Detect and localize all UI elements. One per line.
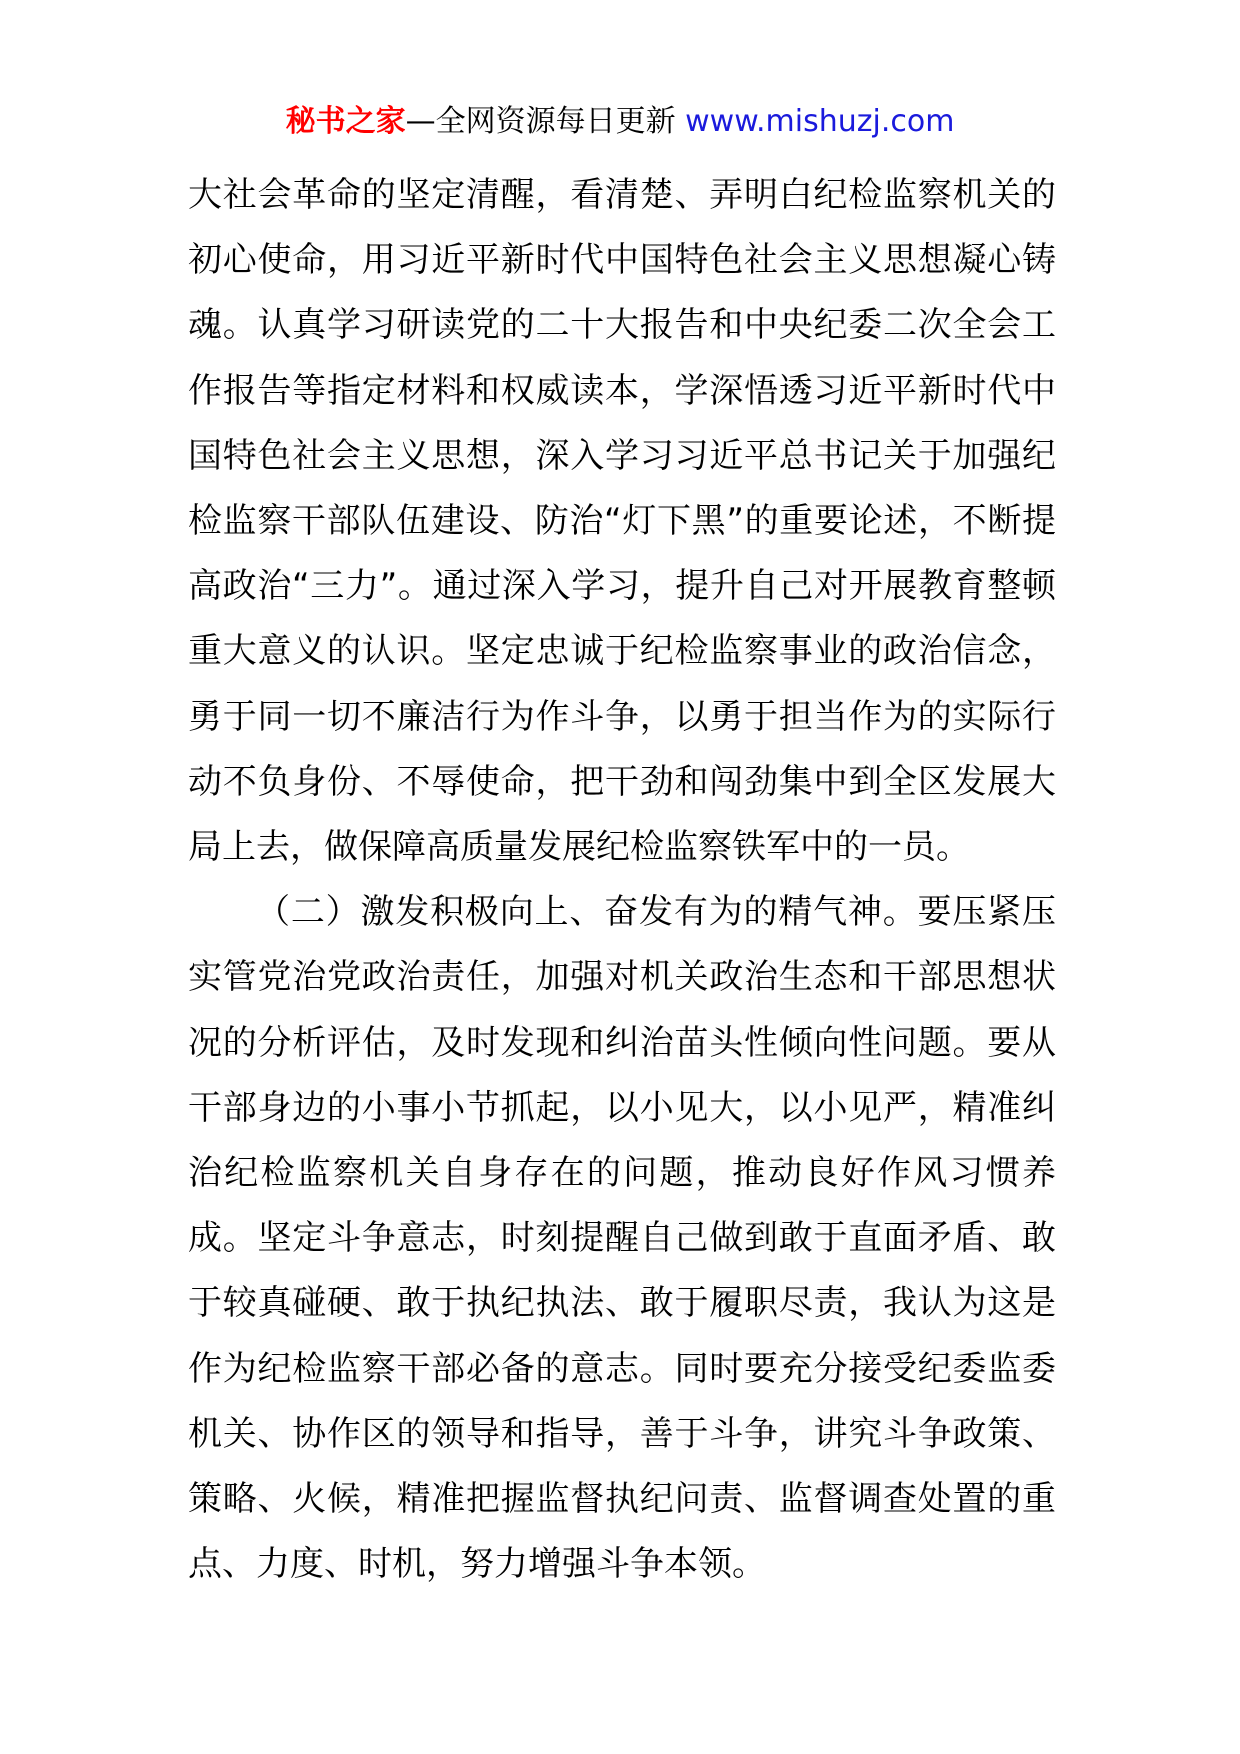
paragraph-section-two: （二）激发积极向上、奋发有为的精气神。要压紧压实管党治党政治责任，加强对机关政治生态和干部思想状况的分析评估，及时发现和纠治苗头性倾向性问题。要从干部身边的小事小节抓起，以小见大，以小见严，精准纠治纪检监察机关自身存在的问题，推动良好作风习惯养成。坚定斗争意志，时刻提醒自己做到敢于直面矛盾、敢于较真碰硬、敢于执纪执法、敢于履职尽责，我认为这是作为纪检监察干部必备的意志。同时要充分接受纪委监委机关、协作区的领导和指导，善于斗争，讲究斗争政策、策略、火候，精准把握监督执纪问责、监督调查处置的重点、力度、时机，努力增强斗争本领。 bbox=[188, 892, 1056, 1585]
site-url-link[interactable]: www.mishuzj.com bbox=[685, 104, 955, 139]
header-tagline: —全网资源每日更新 bbox=[405, 104, 686, 139]
brand-name: 秘书之家 bbox=[285, 104, 406, 139]
document-body bbox=[188, 163, 1056, 1597]
paragraph-continued: 大社会革命的坚定清醒，看清楚、弄明白纪检监察机关的初心使命，用习近平新时代中国特色社会主义思想凝心铸魂。认真学习研读党的二十大报告和中央纪委二次全会工作报告等指定材料和权威读本，学深悟透习近平新时代中国特色社会主义思想，深入学习习近平总书记关于加强纪检监察干部队伍建设、防治“灯下黑”的重要论述，不断提高政治“三力”。通过深入学习，提升自己对开展教育整顿重大意义的认识。坚定忠诚于纪检监察事业的政治信念，勇于同一切不廉洁行为作斗争，以勇于担当作为的实际行动不负身份、不辱使命，把干劲和闯劲集中到全区发展大局上去，做保障高质量发展纪检监察铁军中的一员。 bbox=[188, 175, 1056, 868]
page-header bbox=[0, 100, 1240, 144]
